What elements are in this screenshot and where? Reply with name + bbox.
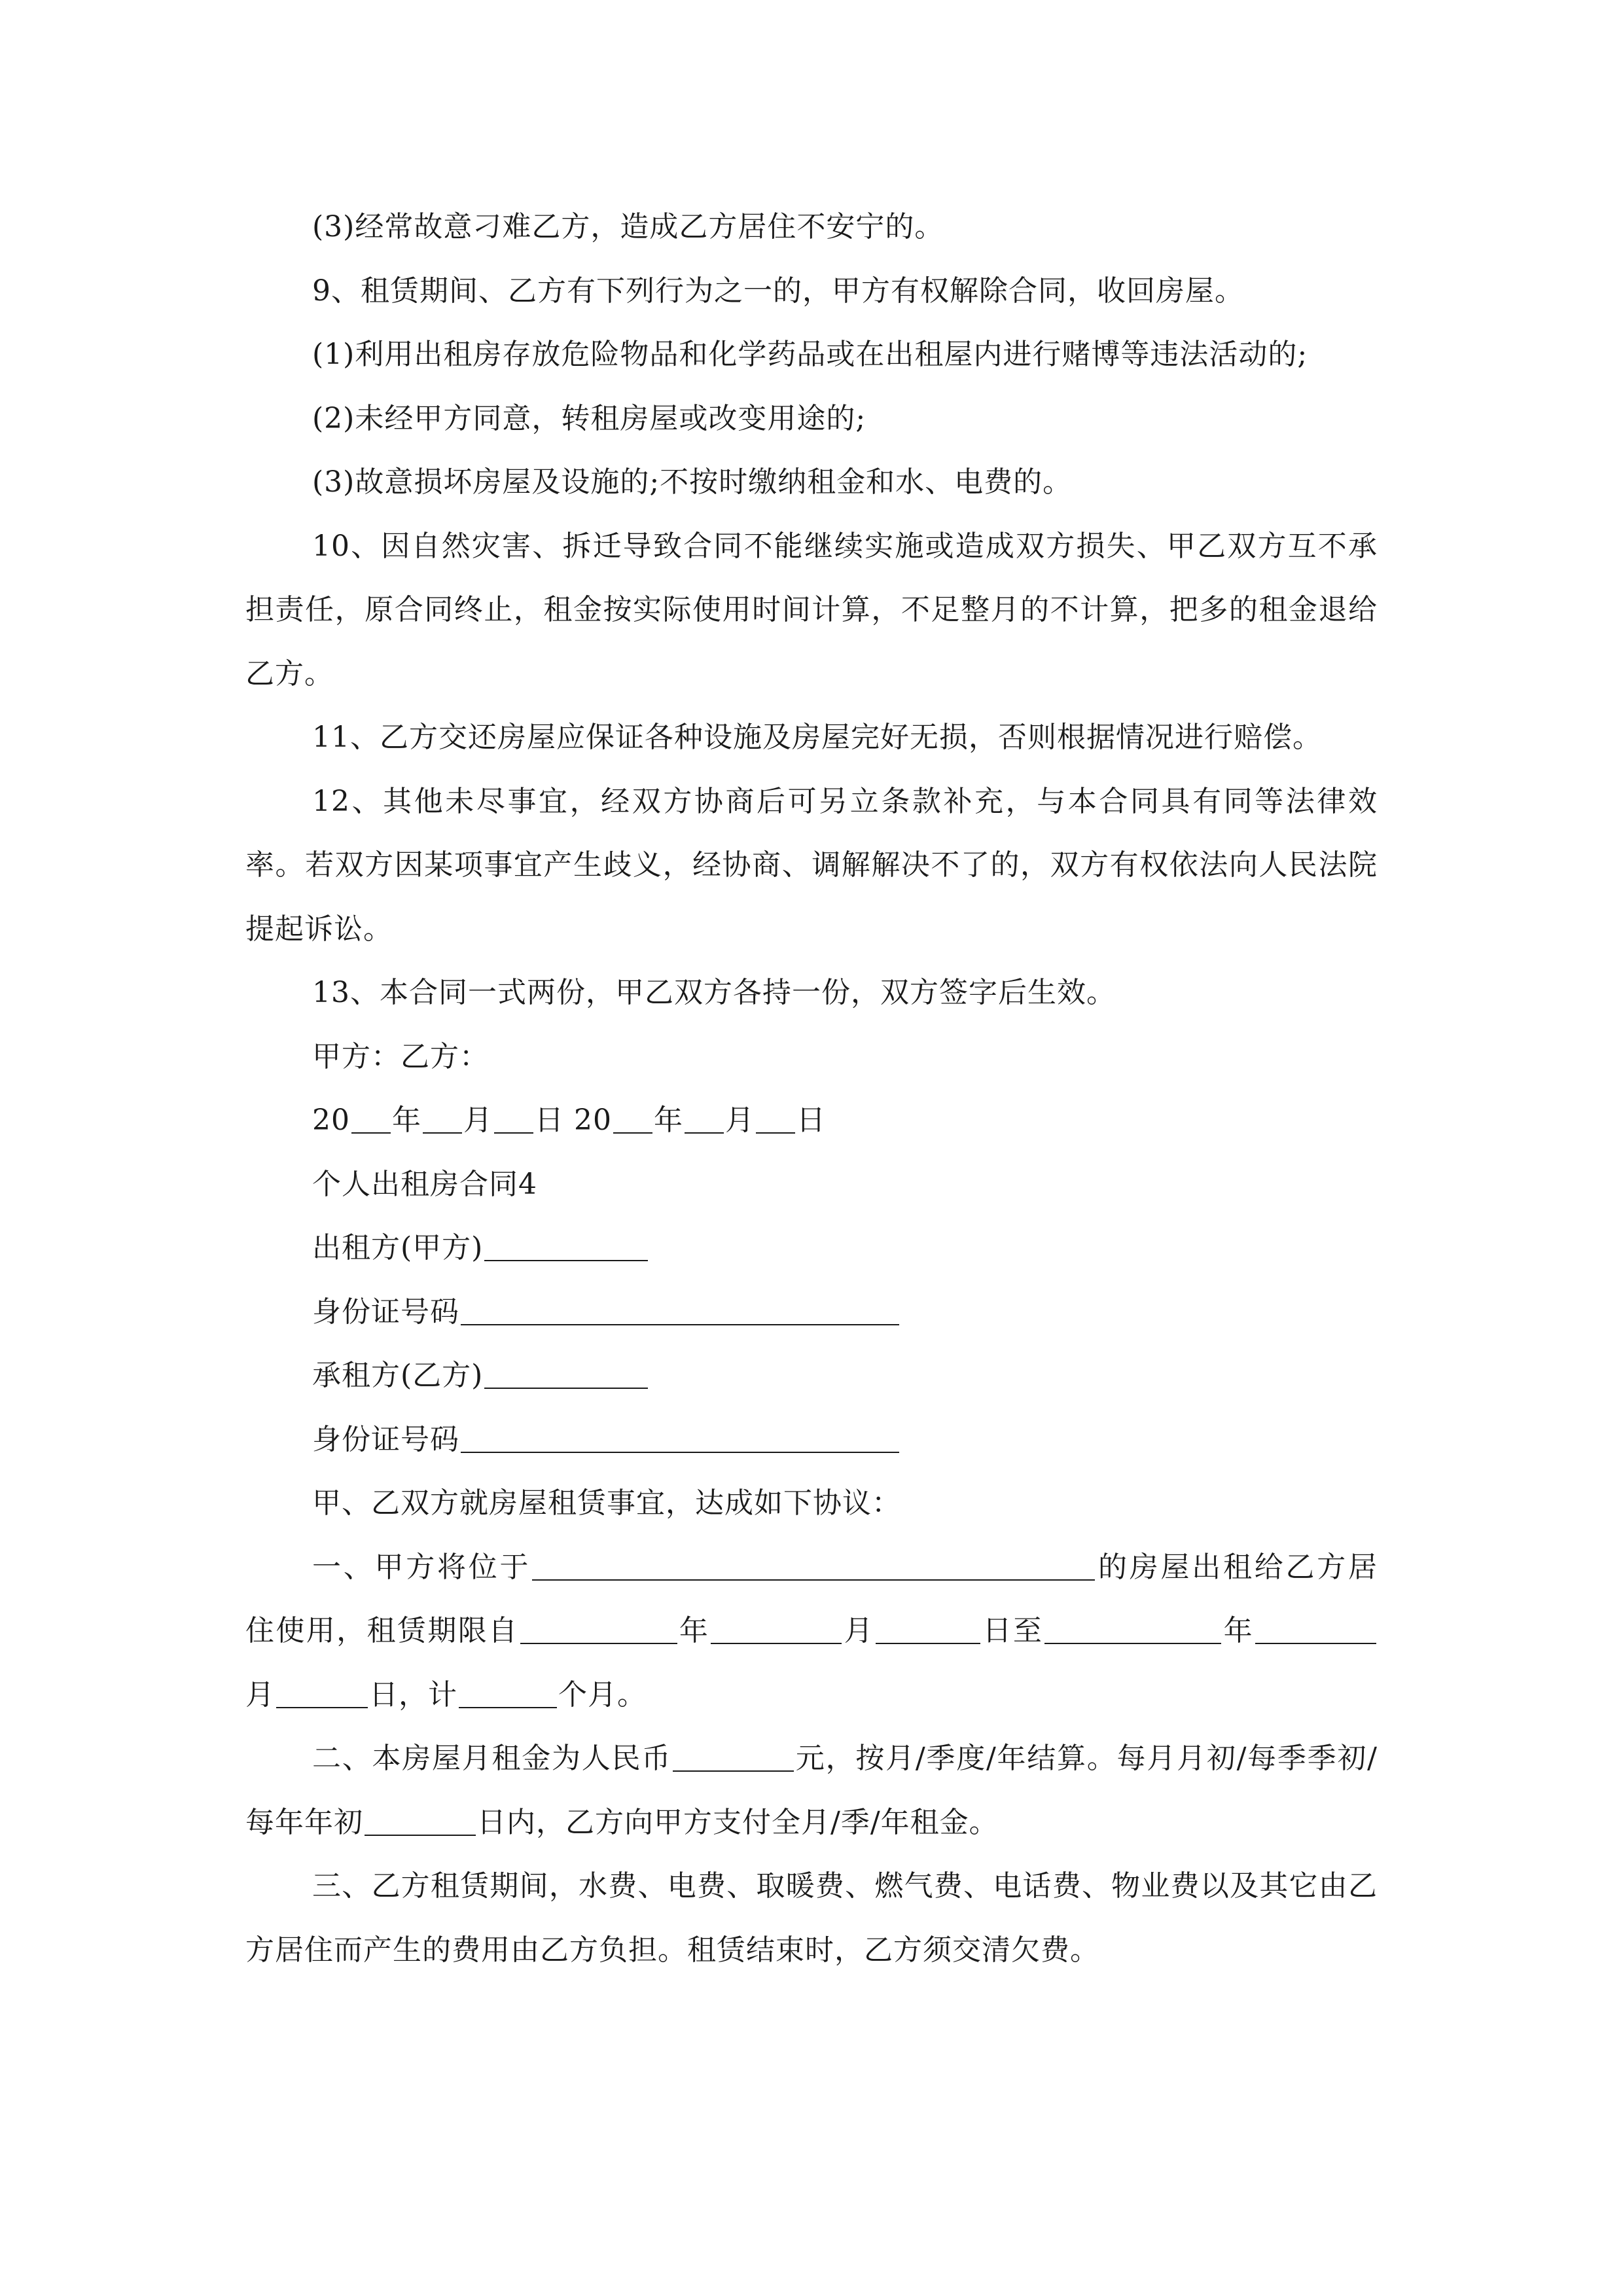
blank-day-1[interactable]	[494, 1103, 533, 1134]
blank-property-address[interactable]	[532, 1551, 1095, 1581]
blank-start-day[interactable]	[876, 1614, 980, 1644]
clause-text: 月	[245, 1677, 275, 1712]
date-text: 日	[796, 1103, 826, 1137]
blank-end-day[interactable]	[276, 1678, 368, 1708]
signature-date-line	[245, 1088, 1378, 1153]
paragraph-clause-13: 13、本合同一式两份，甲乙双方各持一份，双方签字后生效。	[312, 976, 1116, 1009]
paragraph-clause-11: 11、乙方交还房屋应保证各种设施及房屋完好无损，否则根据情况进行赔偿。	[312, 721, 1322, 754]
field-lessee	[245, 1344, 1378, 1408]
paragraph-clause-three: 三、乙方租赁期间，水费、电费、取暖费、燃气费、电话费、物业费以及其它由乙方居住而产生的费用由乙方负担。租赁结束时，乙方须交清欠费。	[245, 1869, 1378, 1967]
blank-year-1[interactable]	[351, 1103, 391, 1134]
blank-day-2[interactable]	[756, 1103, 795, 1134]
clause-text: 一、甲方将位于	[312, 1550, 531, 1584]
date-text: 日 20	[535, 1103, 612, 1137]
clause-text: 个月。	[558, 1677, 647, 1712]
contract-title: 个人出租房合同4	[312, 1167, 537, 1201]
clause-text: 年	[678, 1614, 710, 1647]
paragraph-clause-9-item-1: (1)利用出租房存放危险物品和化学药品或在出租屋内进行赌博等违法活动的;	[312, 338, 1308, 371]
document-body	[245, 195, 1378, 1982]
field-label: 出租方(甲方)	[312, 1231, 484, 1265]
blank-start-month[interactable]	[711, 1614, 842, 1644]
blank-total-months[interactable]	[459, 1678, 557, 1708]
blank-monthly-rent[interactable]	[673, 1742, 794, 1772]
clause-text: 日，计	[369, 1677, 457, 1712]
field-label: 身份证号码	[312, 1422, 459, 1456]
field-lessor	[245, 1216, 1378, 1280]
clause-text: 日至	[982, 1614, 1044, 1647]
paragraph-clause-9-item-3: (3)故意损坏房屋及设施的;不按时缴纳租金和水、电费的。	[312, 465, 1073, 499]
blank-payment-days[interactable]	[365, 1806, 476, 1836]
blank-year-2[interactable]	[613, 1103, 652, 1134]
field-lessor-id	[245, 1280, 1378, 1344]
paragraph-clause-10: 10、因自然灾害、拆迁导致合同不能继续实施或造成双方损失、甲乙双方互不承担责任，原合同终止，租金按实际使用时间计算，不足整月的不计算，把多的租金退给乙方。	[245, 529, 1378, 691]
paragraph-landlord-harassment: (3)经常故意刁难乙方，造成乙方居住不安宁的。	[312, 210, 944, 243]
blank-lessor-name[interactable]	[484, 1231, 648, 1261]
blank-month-2[interactable]	[685, 1103, 724, 1134]
paragraph-clause-12: 12、其他未尽事宜，经双方协商后可另立条款补充，与本合同具有同等法律效率。若双方因某项事宜产生歧义，经协商、调解解决不了的，双方有权依法向人民法院提起诉讼。	[245, 784, 1378, 946]
blank-start-year[interactable]	[520, 1614, 677, 1644]
blank-lessee-id[interactable]	[461, 1423, 899, 1453]
clause-text: 的房屋出租给乙方居住使用，租赁期限自	[245, 1550, 1378, 1647]
paragraph-clause-9: 9、租赁期间、乙方有下列行为之一的，甲方有权解除合同，收回房屋。	[312, 274, 1244, 308]
clause-text: 年	[1222, 1614, 1255, 1647]
clause-text: 月	[843, 1614, 875, 1647]
paragraph-clause-9-item-2: (2)未经甲方同意，转租房屋或改变用途的;	[312, 401, 866, 435]
signature-parties: 甲方：乙方：	[312, 1039, 489, 1073]
clause-text: 元，按月/季度/年结算。每月月初/每季季初/每年年初	[245, 1742, 1378, 1839]
field-lessee-id	[245, 1408, 1378, 1472]
field-label: 身份证号码	[312, 1295, 459, 1329]
paragraph-clause-one	[245, 1535, 1378, 1727]
agreement-intro: 甲、乙双方就房屋租赁事宜，达成如下协议：	[312, 1486, 901, 1520]
blank-end-year[interactable]	[1044, 1614, 1221, 1644]
date-text: 月	[724, 1103, 755, 1137]
date-text: 年	[653, 1103, 683, 1137]
clause-text: 二、本房屋月租金为人民币	[312, 1742, 672, 1775]
clause-text: 日内，乙方向甲方支付全月/季/年租金。	[477, 1805, 999, 1839]
date-text: 20	[312, 1103, 350, 1137]
blank-lessor-id[interactable]	[461, 1295, 899, 1325]
blank-end-month[interactable]	[1255, 1614, 1376, 1644]
date-text: 年	[392, 1103, 421, 1137]
paragraph-clause-two	[245, 1727, 1378, 1854]
date-text: 月	[463, 1103, 493, 1137]
blank-lessee-name[interactable]	[484, 1359, 648, 1389]
field-label: 承租方(乙方)	[312, 1359, 484, 1392]
blank-month-1[interactable]	[423, 1103, 462, 1134]
